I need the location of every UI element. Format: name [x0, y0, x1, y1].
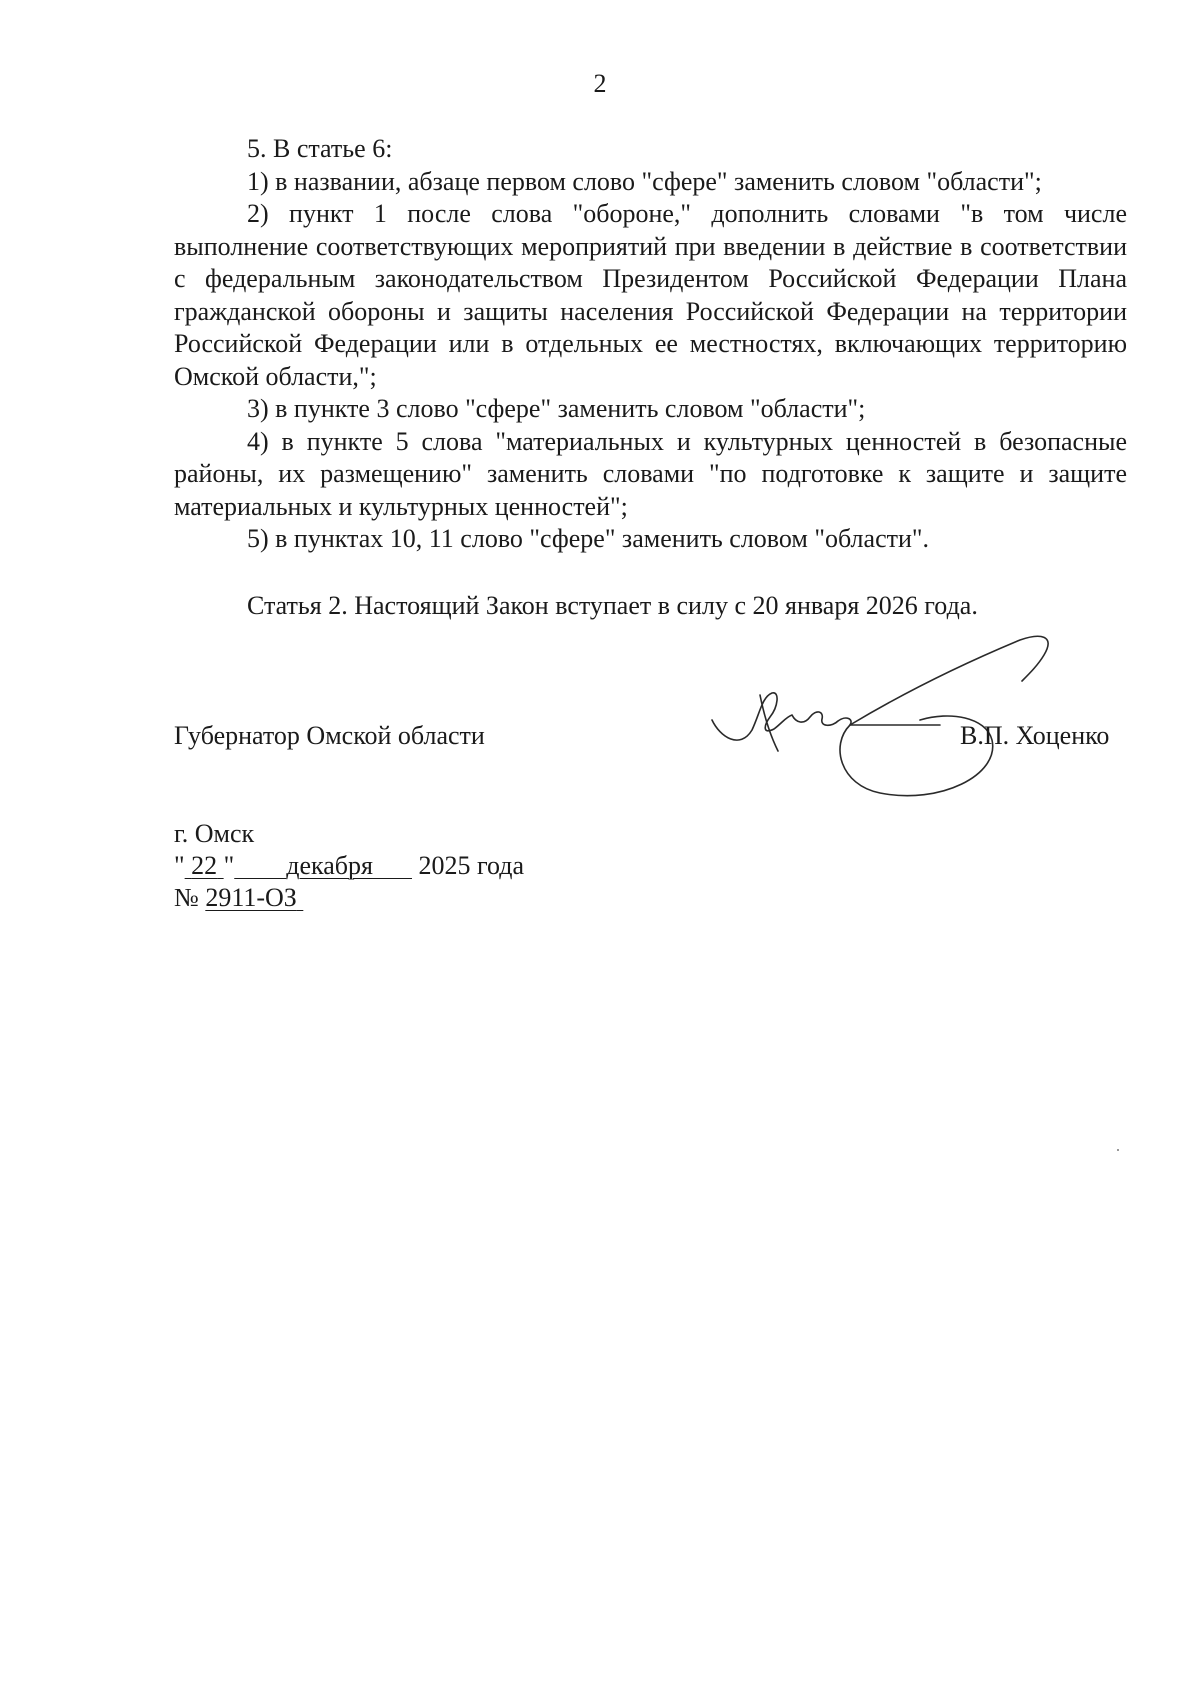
governor-name: В.П. Хоценко: [960, 721, 1110, 750]
issue-year: 2025 года: [418, 851, 525, 880]
law-number: [174, 882, 303, 914]
amendments-text: [174, 133, 1127, 556]
paragraph-article-6-heading: 5. В статье 6:: [247, 134, 393, 163]
issue-day: 22: [191, 851, 218, 880]
scan-speck: [1117, 1149, 1119, 1151]
paragraph-item-4: 4) в пункте 5 слова "материальных и культурных ценностей в безопасные районы, их размещению" заменить словами "по подготовке к защите и защите материальных и культурных ценностей";: [174, 426, 1127, 521]
number-sign: №: [174, 883, 199, 912]
date-quote-close: ": [223, 851, 235, 880]
paragraph-item-3: 3) в пункте 3 слово "сфере" заменить словом "области";: [247, 394, 866, 423]
paragraph-item-5: 5) в пунктах 10, 11 слово "сфере" заменить словом "области".: [247, 524, 929, 553]
governor-title: Губернатор Омской области: [174, 721, 485, 750]
paragraph-item-1: 1) в названии, абзаце первом слово "сфере" заменить словом "области";: [247, 166, 1042, 196]
issue-date: [174, 850, 524, 882]
issue-month: декабря: [286, 851, 373, 880]
law-number-value: 2911-ОЗ: [205, 883, 297, 912]
date-quote-open: ": [174, 851, 185, 880]
article-2: Статья 2. Настоящий Закон вступает в силу с 20 января 2026 года.: [247, 591, 978, 620]
issue-place: г. Омск: [174, 819, 255, 848]
page-number: 2: [593, 69, 607, 98]
paragraph-item-2: 2) пункт 1 после слова "обороне," дополнить словами "в том числе выполнение соответствующих мероприятий при введении в действие в соответствии с федеральным законодательством Президентом Российской Федерации Плана гражданской обороны и защиты населения Российской Федерации на территории Российской Федерации или в отдельных ее местностях, включающих территорию Омской области,";: [174, 199, 1127, 391]
